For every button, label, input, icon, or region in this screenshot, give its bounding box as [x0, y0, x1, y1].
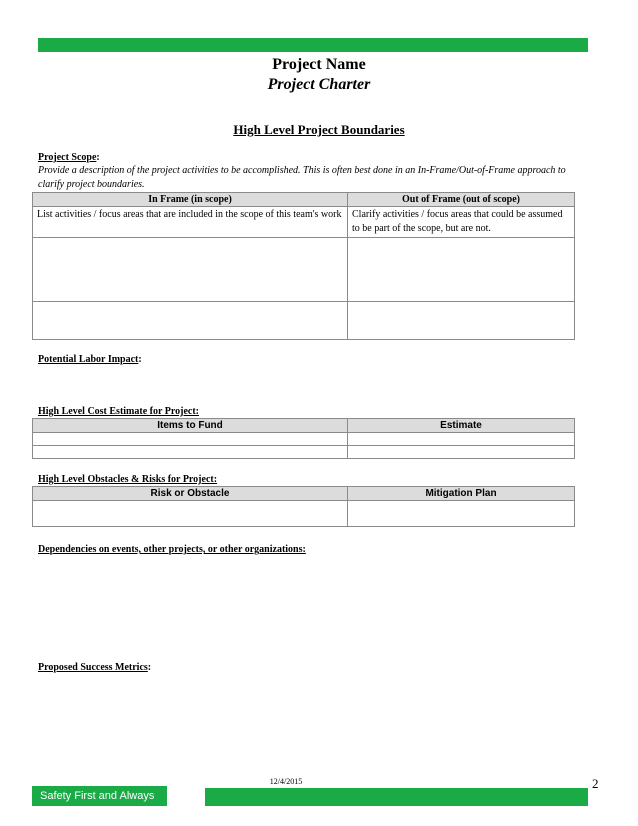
- labor-impact-label: Potential Labor Impact:: [38, 354, 142, 365]
- project-scope-label: Project Scope:: [38, 152, 100, 163]
- success-metrics-label-text: Proposed Success Metrics: [38, 662, 148, 673]
- project-name-title: Project Name: [272, 56, 366, 73]
- page-number: 2: [592, 776, 599, 791]
- cost-cell-item-1[interactable]: [33, 433, 348, 446]
- footer-date: 12/4/2015: [269, 777, 303, 786]
- top-accent-bar: [38, 38, 588, 52]
- scope-cell-in-1[interactable]: List activities / focus areas that are included in the scope of this team's work: [33, 207, 348, 238]
- risks-header-risk: Risk or Obstacle: [33, 487, 348, 501]
- labor-impact-label-text: Potential Labor Impact: [38, 354, 139, 365]
- risks-cell-risk-1[interactable]: [33, 501, 348, 527]
- scope-cell-out-3[interactable]: [348, 302, 575, 340]
- risks-label: [38, 474, 217, 485]
- cost-table: [32, 418, 575, 459]
- dependencies-label: [38, 544, 306, 555]
- cost-estimate-label-text: High Level Cost Estimate for Project:: [38, 406, 199, 417]
- risks-cell-mitigation-1[interactable]: [348, 501, 575, 527]
- cost-header-items: Items to Fund: [33, 419, 348, 433]
- scope-cell-in-2[interactable]: [33, 238, 348, 302]
- cost-cell-estimate-2[interactable]: [348, 446, 575, 459]
- success-metrics-label: Proposed Success Metrics:: [38, 662, 152, 673]
- cost-cell-item-2[interactable]: [33, 446, 348, 459]
- risks-label-text: High Level Obstacles & Risks for Project:: [38, 474, 218, 485]
- scope-header-in-frame: In Frame (in scope): [33, 193, 348, 207]
- scope-header-out-of-frame: Out of Frame (out of scope): [348, 193, 575, 207]
- cost-estimate-label: [38, 406, 199, 417]
- scope-table: [32, 192, 575, 340]
- scope-cell-in-3[interactable]: [33, 302, 348, 340]
- footer-slogan: Safety First and Always: [32, 786, 167, 806]
- scope-cell-out-2[interactable]: [348, 238, 575, 302]
- project-charter-subtitle: Project Charter: [267, 76, 371, 93]
- project-scope-label-text: Project Scope: [38, 152, 97, 163]
- dependencies-label-text: Dependencies on events, other projects, or other organizations:: [38, 544, 306, 555]
- scope-cell-out-1[interactable]: Clarify activities / focus areas that could be assumed to be part of the scope, but are not.: [348, 207, 575, 238]
- section-heading: High Level Project Boundaries: [233, 122, 405, 137]
- risks-table: [32, 486, 575, 527]
- cost-header-estimate: Estimate: [348, 419, 575, 433]
- cost-cell-estimate-1[interactable]: [348, 433, 575, 446]
- bottom-accent-bar: [205, 788, 588, 806]
- risks-header-mitigation: Mitigation Plan: [348, 487, 575, 501]
- project-scope-description: Provide a description of the project activities to be accomplished. This is often best done in an In-Frame/Out-of-Frame approach to clarify project boundaries.: [38, 165, 566, 190]
